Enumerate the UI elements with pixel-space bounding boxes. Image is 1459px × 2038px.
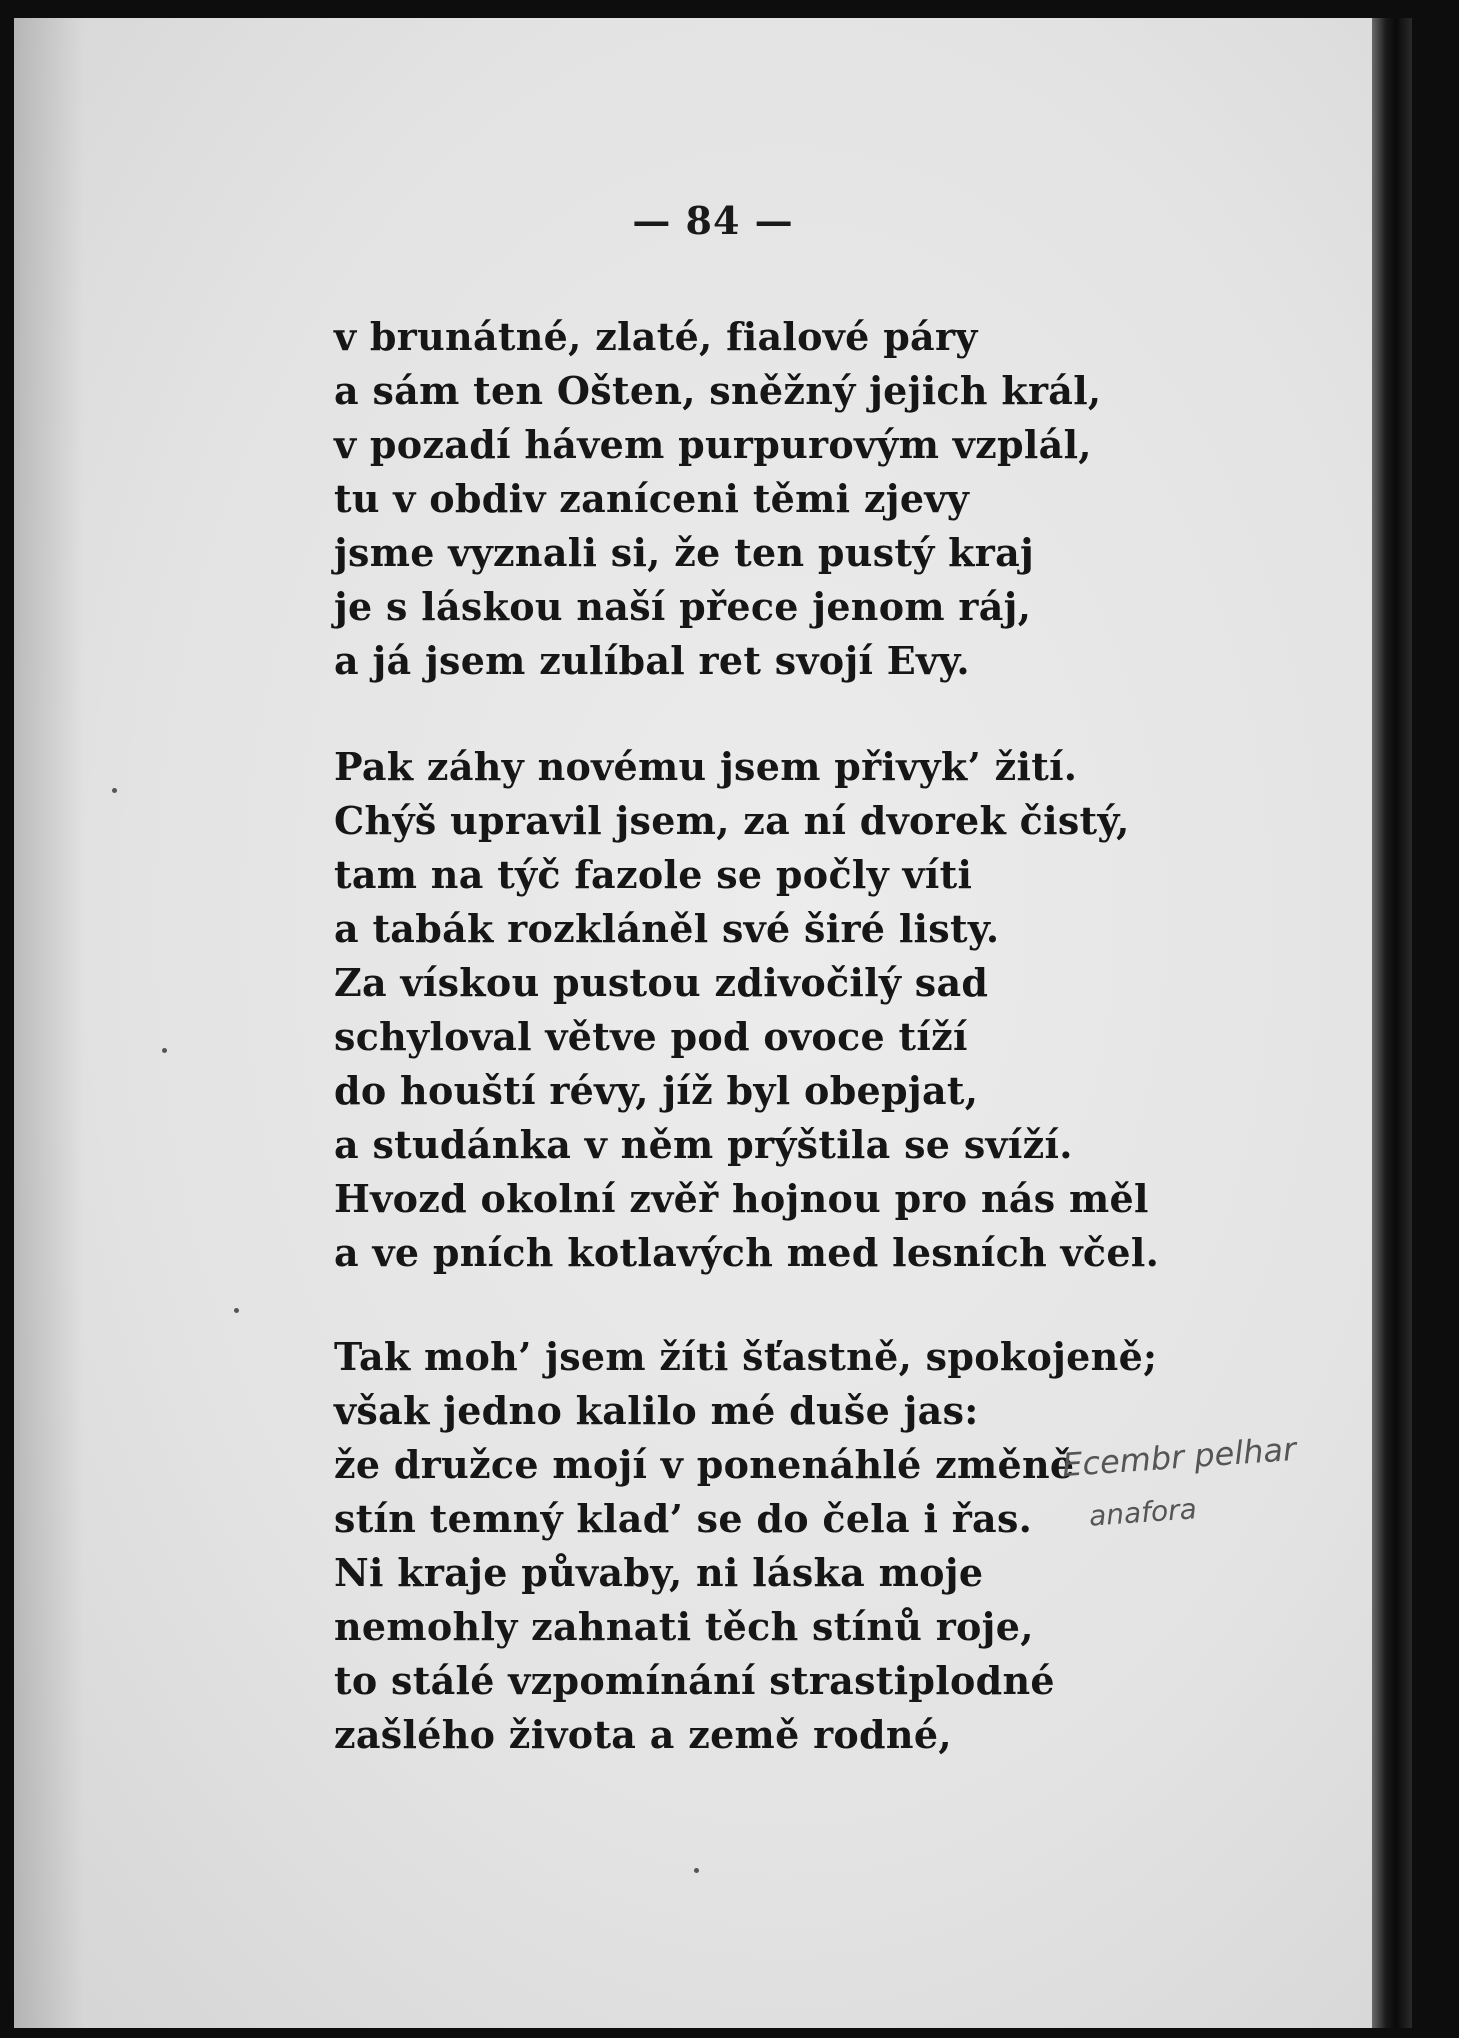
verse-line: a já jsem zulíbal ret svojí Evy. [334, 638, 970, 683]
verse-line: tu v obdiv zaníceni těmi zjevy [334, 476, 970, 521]
verse-line: však jedno kalilo mé duše jas: [334, 1388, 979, 1433]
speck [694, 1868, 699, 1873]
speck [162, 1048, 167, 1053]
verse-line: to stálé vzpomínání strastiplodné [334, 1658, 1055, 1703]
verse-line: Tak moh’ jsem žíti šťastně, spokojeně; [334, 1334, 1158, 1379]
verse-line: Ni kraje půvaby, ni láska moje [334, 1550, 984, 1595]
verse-line: do houští révy, jíž byl obepjat, [334, 1068, 979, 1113]
handwritten-note: anafora [1087, 1492, 1198, 1533]
verse-line: že družce mojí v ponenáhlé změně [334, 1442, 1075, 1487]
verse-line: a sám ten Ošten, sněžný jejich král, [334, 368, 1102, 413]
verse-line: jsme vyznali si, že ten pustý kraj [334, 530, 1035, 575]
verse-line: v brunátné, zlaté, fialové páry [334, 314, 978, 359]
verse-line: a ve pních kotlavých med lesních včel. [334, 1230, 1160, 1275]
page-number: — 84 — [632, 198, 794, 243]
book-page [14, 18, 1412, 2028]
verse-line: Pak záhy novému jsem přivyk’ žití. [334, 744, 1078, 789]
verse-line: Za vískou pustou zdivočilý sad [334, 960, 989, 1005]
book-binding [1372, 18, 1412, 2028]
handwritten-note: Ecembr pelhar [1060, 1429, 1298, 1485]
verse-line: tam na týč fazole se počly víti [334, 852, 973, 897]
verse-line: Hvozd okolní zvěř hojnou pro nás měl [334, 1176, 1149, 1221]
verse-line: a tabák rozkláněl své širé listy. [334, 906, 1000, 951]
page-shadow [14, 18, 84, 2028]
verse-line: v pozadí hávem purpurovým vzplál, [334, 422, 1092, 467]
verse-line: zašlého života a země rodné, [334, 1712, 952, 1757]
verse-line: je s láskou naší přece jenom ráj, [334, 584, 1032, 629]
speck [234, 1308, 239, 1313]
stanza-3 [334, 1330, 1157, 1762]
verse-line: nemohly zahnati těch stínů roje, [334, 1604, 1034, 1649]
speck [112, 788, 117, 793]
stanza-1 [334, 310, 1101, 688]
verse-line: stín temný klad’ se do čela i řas. [334, 1496, 1033, 1541]
stanza-2 [334, 740, 1159, 1280]
verse-line: Chýš upravil jsem, za ní dvorek čistý, [334, 798, 1130, 843]
verse-line: schyloval větve pod ovoce tíží [334, 1014, 968, 1059]
verse-line: a studánka v něm prýštila se svíží. [334, 1122, 1073, 1167]
